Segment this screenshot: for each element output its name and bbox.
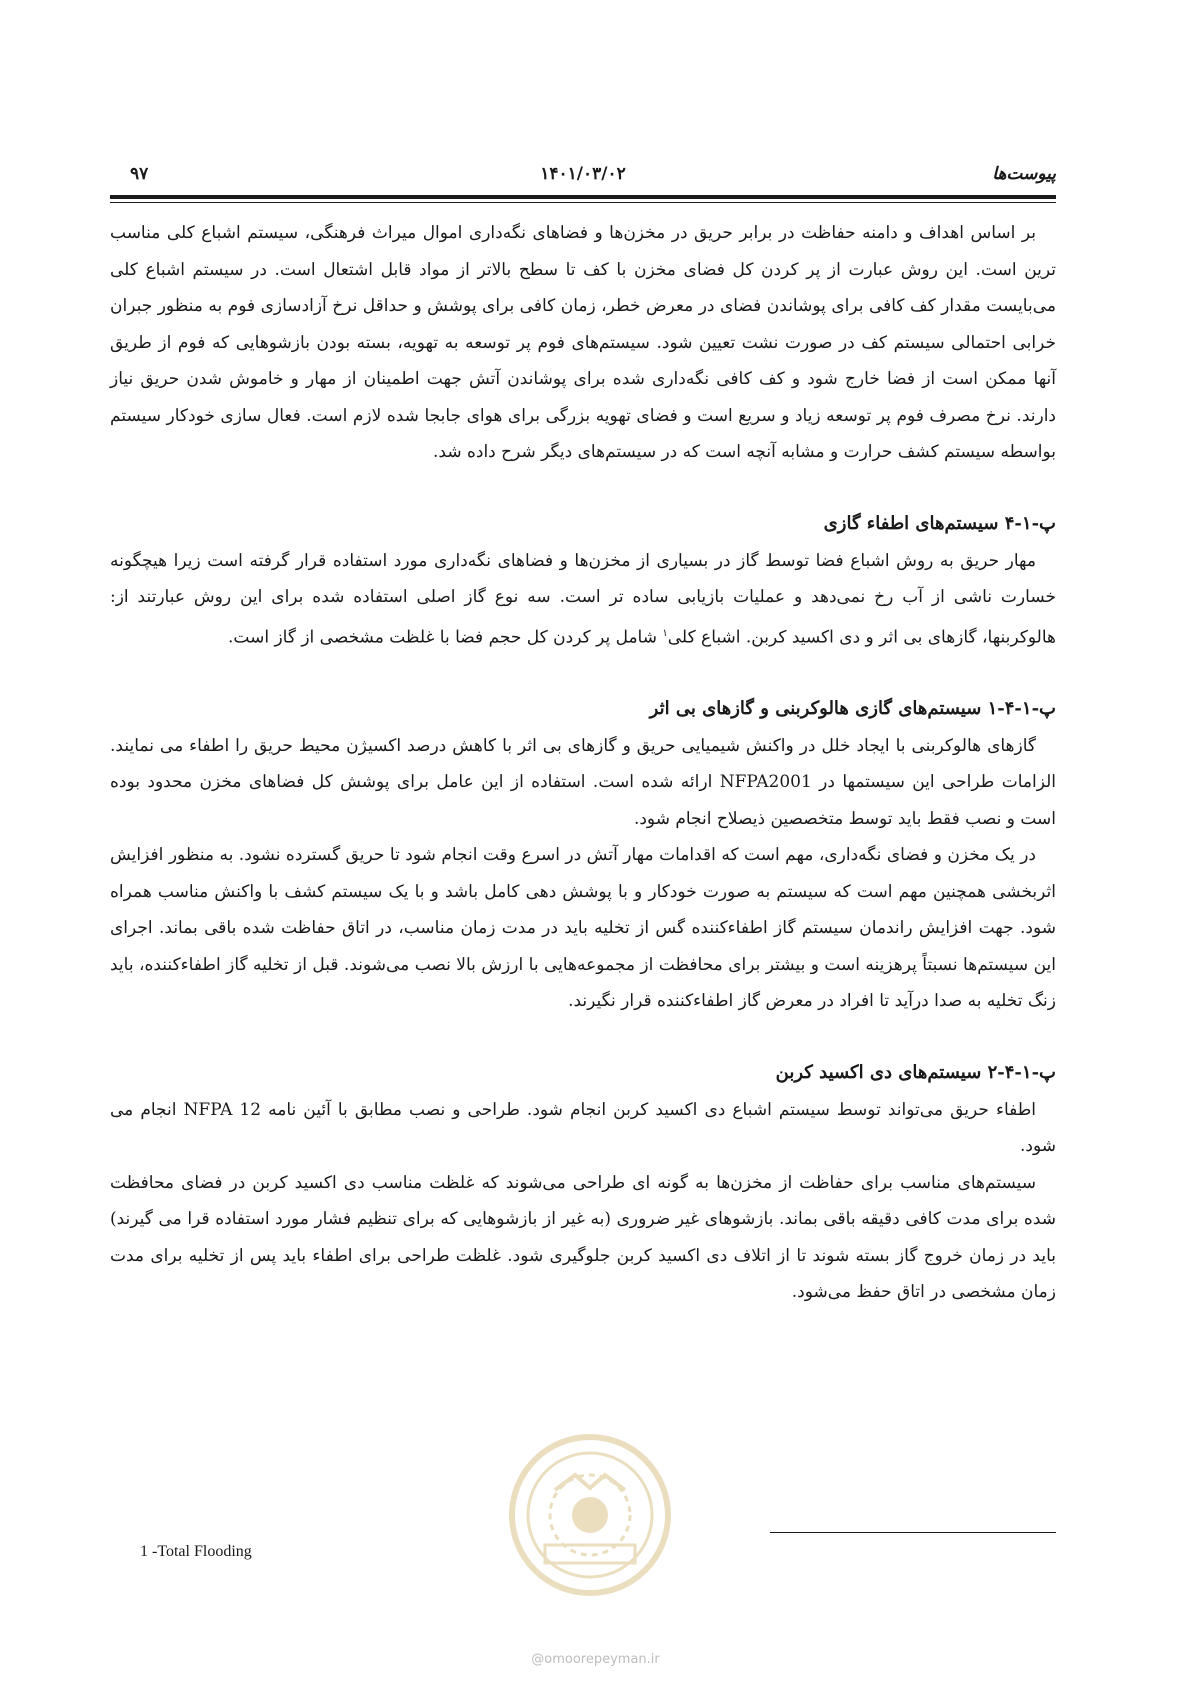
footnote-separator (770, 1532, 1056, 1533)
paragraph-storage-protection: در یک مخزن و فضای نگه‌داری، مهم است که اقدامات مهار آتش در اسرع وقت انجام شود تا حریق گسترده نشود. به منظور افزایش اثربخشی همچنین مهم است که سیستم به صورت خودکار و با پوشش دهی کامل باشد و با یک سیستم کشف با واکنش مناسب همراه شود. جهت افزایش راندمان سیستم گاز اطفاء‌کننده گس از تخلیه باید در مدت زمان مناسب، در اتاق حفاظت شده باقی بماند. اجرای این سیستم‌ها نسبتاً پرهزینه است و بیشتر برای محافظت از مجموعه‌هایی با ارزش بالا نصب می‌شوند. قبل از تخلیه گاز اطفاء‌کننده، باید زنگ تخلیه به صدا درآید تا افراد در معرض گاز اطفاء‌کننده قرار نگیرند. (110, 845, 1056, 1012)
paragraph-co2-design: سیستم‌های مناسب برای حفاظت از مخزن‌ها به گونه ای طراحی می‌شوند که غلظت مناسب دی اکسید کربن در فضای محافظت شده برای مدت کافی دقیقه باقی بماند. بازشوهای غیر ضروری (به غیر از بازشوهایی که برای تنظیم فشار مورد استفاده قرا می گیرند) باید در زمان خروج گاز بسته شوند تا از اتلاف دی اکسید کربن جلوگیری شود. غلظت طراحی برای اطفاء باید پس از تخلیه برای مدت زمان مشخصی در اتاق حفظ می‌شود. (110, 1172, 1056, 1303)
heading-gas-suppression: پ-۱-۴ سیستم‌های اطفاء گازی (823, 512, 1056, 534)
footnote-reference[interactable]: ۱ (662, 627, 668, 639)
watermark-site: @omoorepeyman.ir (531, 1652, 660, 1667)
paragraph-foam-systems: بر اساس اهداف و دامنه حفاظت در برابر حریق در مخزن‌ها و فضاهای نگه‌داری اموال میراث فرهنگی، سیستم اشباع کلی مناسب ترین است. این روش عبارت از پر کردن کل فضای مخزن با کف تا سطح بالاتر از مواد قابل اشتعال است. در سیستم اشباع کلی می‌بایست مقدار کف کافی برای پوشاندن فضای در معرض خطر، زمان کافی برای پوشش و حداقل نرخ آزادسازی فوم به منظور جبران خرابی احتمالی سیستم کف در صورت نشت تعیین شود. سیستم‌های فوم پر توسعه به تهویه، بسته بودن بازشوهایی که فوم از طریق آنها ممکن است از فضا خارج شود و کف کافی نگه‌داری شده برای پوشاندن آتش جهت اطمینان از مهار و خاموش شدن حریق نیاز دارند. نرخ مصرف فوم پر توسعه زیاد و سریع است و فضای تهویه بزرگی برای هوای جابجا شده لازم است. فعال سازی خودکار سیستم بواسطه سیستم کشف حرارت و مشابه آنچه است که در سیستم‌های دیگر شرح داده شد. (110, 223, 1056, 462)
paragraph-gas-suppression (110, 543, 1056, 656)
header-section-title: پیوست‌ها (992, 164, 1056, 184)
page-header (110, 160, 1056, 188)
header-date: ۱۴۰۱/۰۳/۰۲ (540, 164, 626, 184)
heading-halocarbon-inert: پ-۱-۴-۱ سیستم‌های گازی هالوکربنی و گازهای بی اثر (649, 697, 1056, 719)
heading-co2-systems: پ-۱-۴-۲ سیستم‌های دی اکسید کربن (775, 1061, 1056, 1083)
document-body (110, 215, 1056, 1311)
paragraph-halocarbon: گازهای هالوکربنی با ایجاد خلل در واکنش شیمیایی حریق و گازهای بی اثر با کاهش درصد اکسیژن محیط حریق را اطفاء می نمایند. الزامات طراحی این سیستمها در NFPA2001 ارائه شده است. استفاده از این عامل برای پوشش کل فضاهای مخزن محدود بوده است و نصب فقط باید توسط متخصصین ذیصلاح انجام شود. (110, 735, 1056, 829)
header-rule-thick (110, 195, 1056, 199)
paragraph-co2-intro: اطفاء حریق می‌تواند توسط سیستم اشباع دی اکسید کربن انجام شود. طراحی و نصب مطابق با آئین نامه NFPA 12 انجام می شود. (110, 1099, 1056, 1157)
header-rule-thin (110, 202, 1056, 203)
footnote: 1 -Total Flooding (140, 1543, 252, 1560)
seal-watermark-icon (505, 1430, 675, 1600)
page-number: ۹۷ (130, 164, 149, 184)
paragraph-gas-suppression-text-a: مهار حریق به روش اشباع فضا توسط گاز در بسیاری از مخزن‌ها و فضاهای نگه‌داری مورد استفاده قرار گرفته است زیرا هیچگونه خسارت ناشی از آب رخ نمی‌دهد و عملیات بازیابی ساده تر است. سه نوع گاز اصلی استفاده شده برای این روش عبارتند از: هالوکربنها، گازهای بی اثر و دی اکسید کربن. اشباع کلی (110, 550, 1056, 648)
paragraph-gas-suppression-text-b: شامل پر کردن کل حجم فضا با غلظت مشخصی از گاز است. (227, 627, 663, 648)
